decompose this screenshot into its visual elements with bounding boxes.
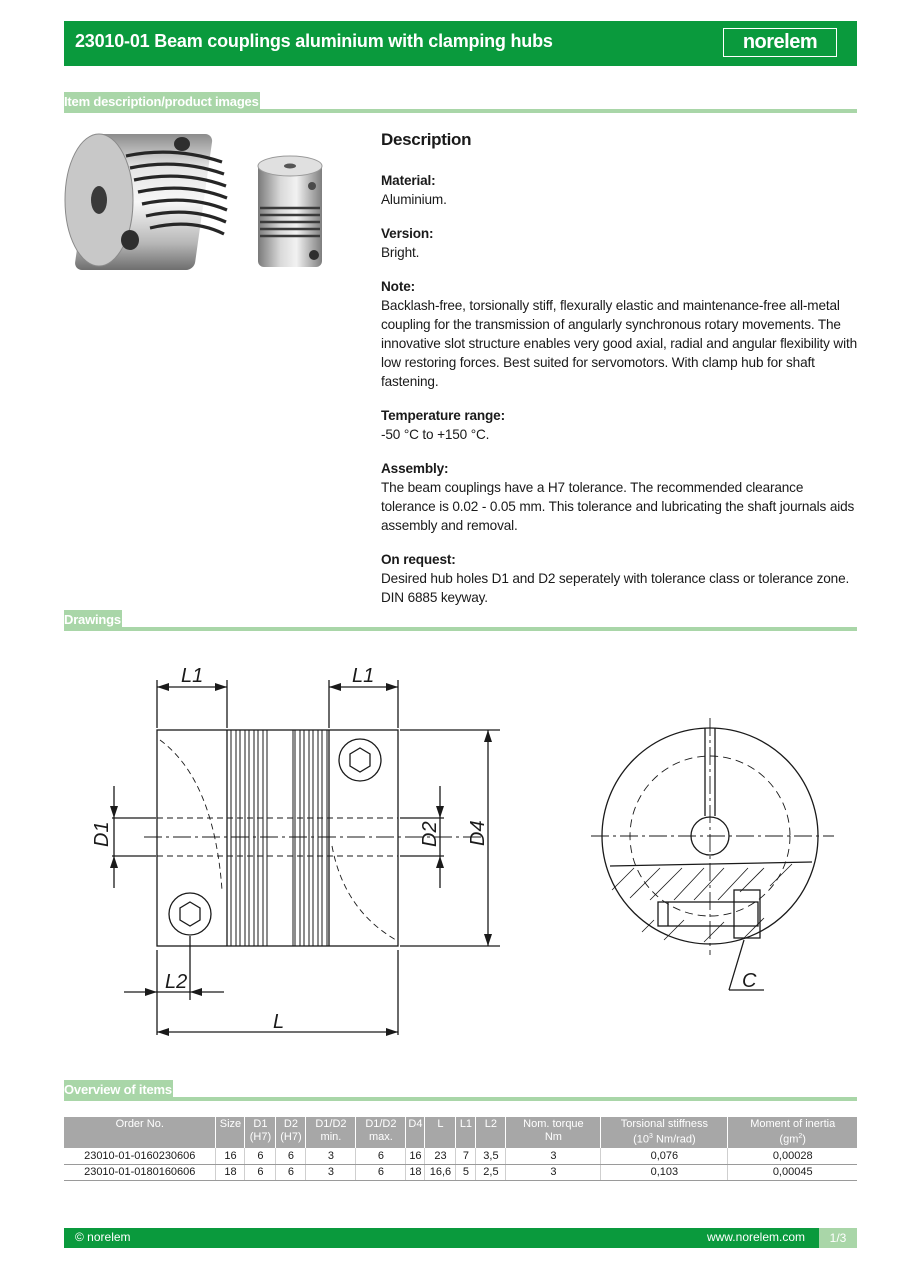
screw-head-bottom <box>169 893 211 935</box>
col-d1: D1 (H7) <box>245 1117 276 1148</box>
col-order-no: Order No. <box>64 1117 216 1148</box>
coupling-photo-large <box>65 134 227 270</box>
coupling-photo-small <box>258 156 322 267</box>
on-request-text-2: DIN 6885 keyway. <box>381 590 488 605</box>
section-divider <box>64 1097 857 1101</box>
note-label: Note: <box>381 279 415 294</box>
on-request-label: On request: <box>381 552 456 567</box>
description-on-request <box>381 550 861 607</box>
description-panel <box>381 130 861 622</box>
dim-label-d4: D4 <box>467 820 489 846</box>
section-divider <box>64 627 857 631</box>
table-row: 23010-01-0180160606 18 6 6 3 6 18 16,6 5 2,5 3 0,103 0,00045 <box>64 1164 857 1180</box>
col-l: L <box>425 1117 456 1148</box>
description-version <box>381 224 861 262</box>
col-d4: D4 <box>406 1117 425 1148</box>
section-item-description: Item description/product images <box>64 94 259 109</box>
section-drawings: Drawings <box>64 612 121 627</box>
items-table <box>64 1117 857 1181</box>
col-l2: L2 <box>476 1117 506 1148</box>
table-header-row <box>64 1117 857 1148</box>
on-request-text: Desired hub holes D1 and D2 seperately with tolerance class or tolerance zone. <box>381 571 850 586</box>
description-material <box>381 171 861 209</box>
footer-copyright: © norelem <box>75 1230 131 1244</box>
dim-label-l1-left: L1 <box>181 665 204 687</box>
dim-label-c: C <box>742 970 757 992</box>
section-overview: Overview of items <box>64 1082 172 1097</box>
clamp-screw <box>658 902 758 926</box>
dim-label-d2: D2 <box>419 821 441 847</box>
col-d2: D2 (H7) <box>276 1117 306 1148</box>
description-heading: Description <box>381 130 472 149</box>
page-title: 23010-01 Beam couplings aluminium with clamping hubs <box>75 31 553 51</box>
screw-head-top <box>339 739 381 781</box>
version-label: Version: <box>381 226 434 241</box>
assembly-text: The beam couplings have a H7 tolerance. The recommended clearance tolerance is 0.02 - 0.05 mm. This tolerance and lubricating the shaft journals aids assembly and removal. <box>381 480 855 533</box>
temperature-label: Temperature range: <box>381 408 505 423</box>
description-assembly <box>381 459 861 535</box>
technical-drawing <box>64 650 857 1050</box>
footer-bar <box>64 1228 857 1248</box>
col-d1d2-max: D1/D2 max. <box>356 1117 406 1148</box>
col-l1: L1 <box>456 1117 476 1148</box>
dim-label-d1: D1 <box>91 821 113 847</box>
material-text: Aluminium. <box>381 192 447 207</box>
material-label: Material: <box>381 173 436 188</box>
col-torsional-stiffness: Torsional stiffness ($10^3$ Nm/rad) <box>601 1117 728 1148</box>
coupling-side-outline <box>157 730 398 946</box>
note-text: Backlash-free, torsionally stiff, flexurally elastic and maintenance-free all-metal coupling for the transmission of angularly synchronous rotary movements. The innovative slot structure enables very good axial, radial and angular flexibility with low restoring forces. Best suited for servomotors. With clamp hub for shaft fastening. <box>381 298 857 389</box>
page-number: 1/3 <box>819 1228 857 1248</box>
description-note <box>381 277 861 391</box>
col-nom-torque: Nom. torque Nm <box>506 1117 601 1148</box>
col-moment-of-inertia: Moment of inertia $(gm^2)$ <box>728 1117 857 1148</box>
dim-label-l: L <box>273 1011 285 1033</box>
product-images <box>64 128 334 278</box>
footer-url-link[interactable]: www.norelem.com <box>706 1230 805 1244</box>
norelem-logo <box>723 28 837 57</box>
description-temperature <box>381 406 861 444</box>
logo-text: norelem <box>742 31 818 53</box>
col-size: Size <box>216 1117 245 1148</box>
dim-label-l1-right: L1 <box>352 665 375 687</box>
section-hatching <box>612 864 792 942</box>
coupling-slots <box>231 730 327 946</box>
dim-label-l2: L2 <box>165 971 188 993</box>
table-row: 23010-01-0160230606 16 6 6 3 6 16 23 7 3,5 3 0,076 0,00028 <box>64 1148 857 1164</box>
temperature-text: -50 °C to +150 °C. <box>381 427 490 442</box>
assembly-label: Assembly: <box>381 461 449 476</box>
col-d1d2-min: D1/D2 min. <box>306 1117 356 1148</box>
header-bar <box>64 21 857 66</box>
version-text: Bright. <box>381 245 420 260</box>
